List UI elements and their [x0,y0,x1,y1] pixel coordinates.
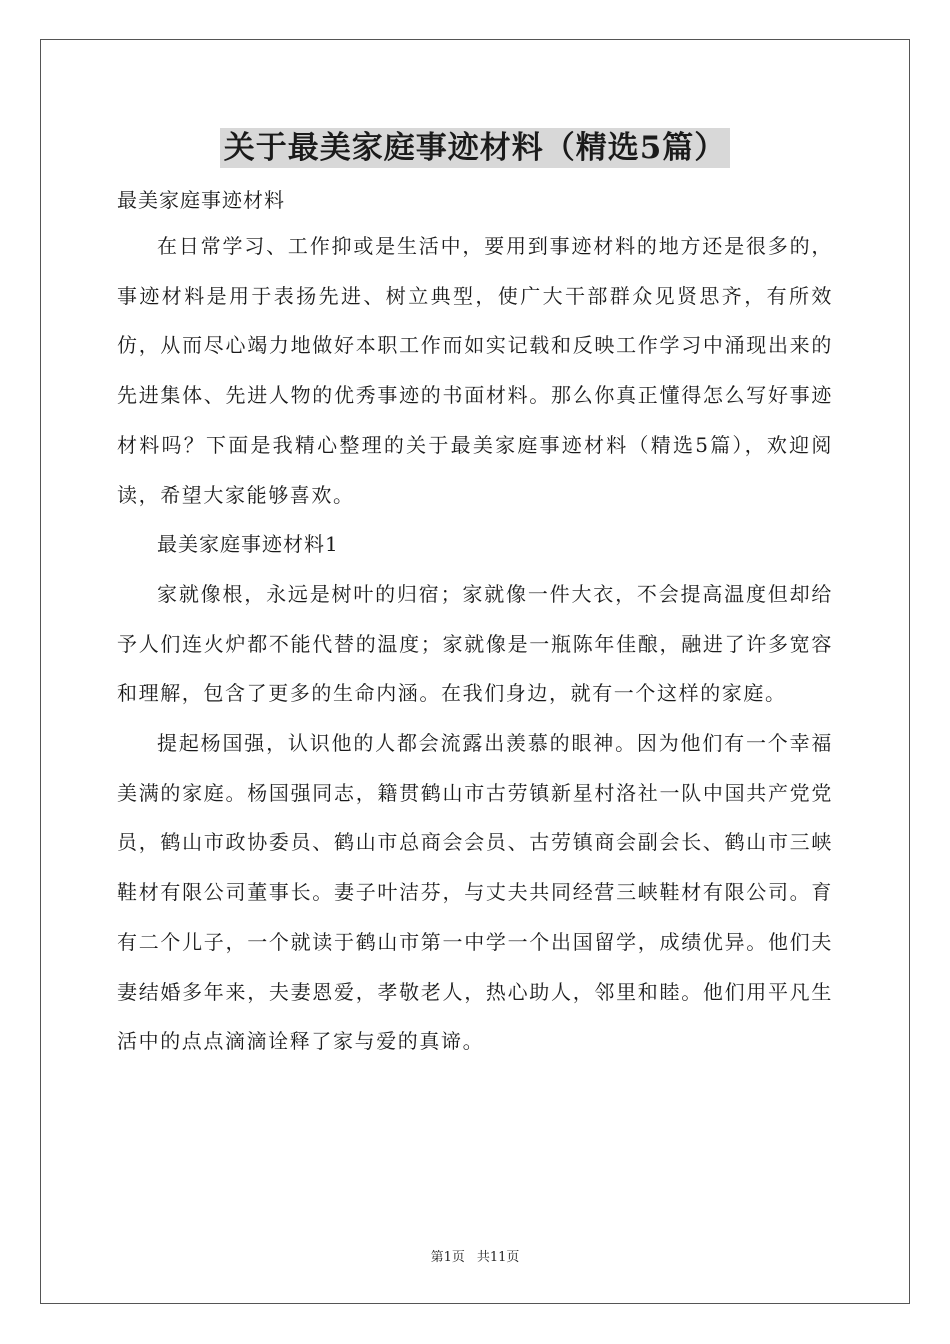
section-paragraph-2: 提起杨国强，认识他的人都会流露出羡慕的眼神。因为他们有一个幸福美满的家庭。杨国强同志，籍贯鹤山市古劳镇新星村洛社一队中国共产党党员，鹤山市政协委员、鹤山市总商会会员、古劳镇商会副会长、鹤山市三峡鞋材有限公司董事长。妻子叶洁芬，与丈夫共同经营三峡鞋材有限公司。育有二个儿子，一个就读于鹤山市第一中学一个出国留学，成绩优异。他们夫妻结婚多年来，夫妻恩爱，孝敬老人，热心助人，邻里和睦。他们用平凡生活中的点点滴滴诠释了家与爱的真谛。 [117,731,833,1054]
document-title-row [0,128,950,168]
page-number-total: 共11页 [476,1250,520,1265]
page-number-current: 第1页 [430,1250,465,1265]
document-title: 关于最美家庭事迹材料（精选5篇） [220,128,731,168]
document-subtitle: 最美家庭事迹材料 [117,188,285,212]
document-body [117,178,833,1067]
intro-paragraph: 在日常学习、工作抑或是生活中，要用到事迹材料的地方还是很多的，事迹材料是用于表扬先进、树立典型，使广大干部群众见贤思齐，有所效仿，从而尽心竭力地做好本职工作而如实记载和反映工作学习中涌现出来的先进集体、先进人物的优秀事迹的书面材料。那么你真正懂得怎么写好事迹材料吗？下面是我精心整理的关于最美家庭事迹材料（精选5篇），欢迎阅读，希望大家能够喜欢。 [117,234,833,507]
section-paragraph-1: 家就像根，永远是树叶的归宿；家就像一件大衣，不会提高温度但却给予人们连火炉都不能代替的温度；家就像是一瓶陈年佳酿，融进了许多宽容和理解，包含了更多的生命内涵。在我们身边，就有一个这样的家庭。 [117,581,833,706]
page-footer [0,1246,950,1265]
section-heading: 最美家庭事迹材料1 [157,532,339,557]
